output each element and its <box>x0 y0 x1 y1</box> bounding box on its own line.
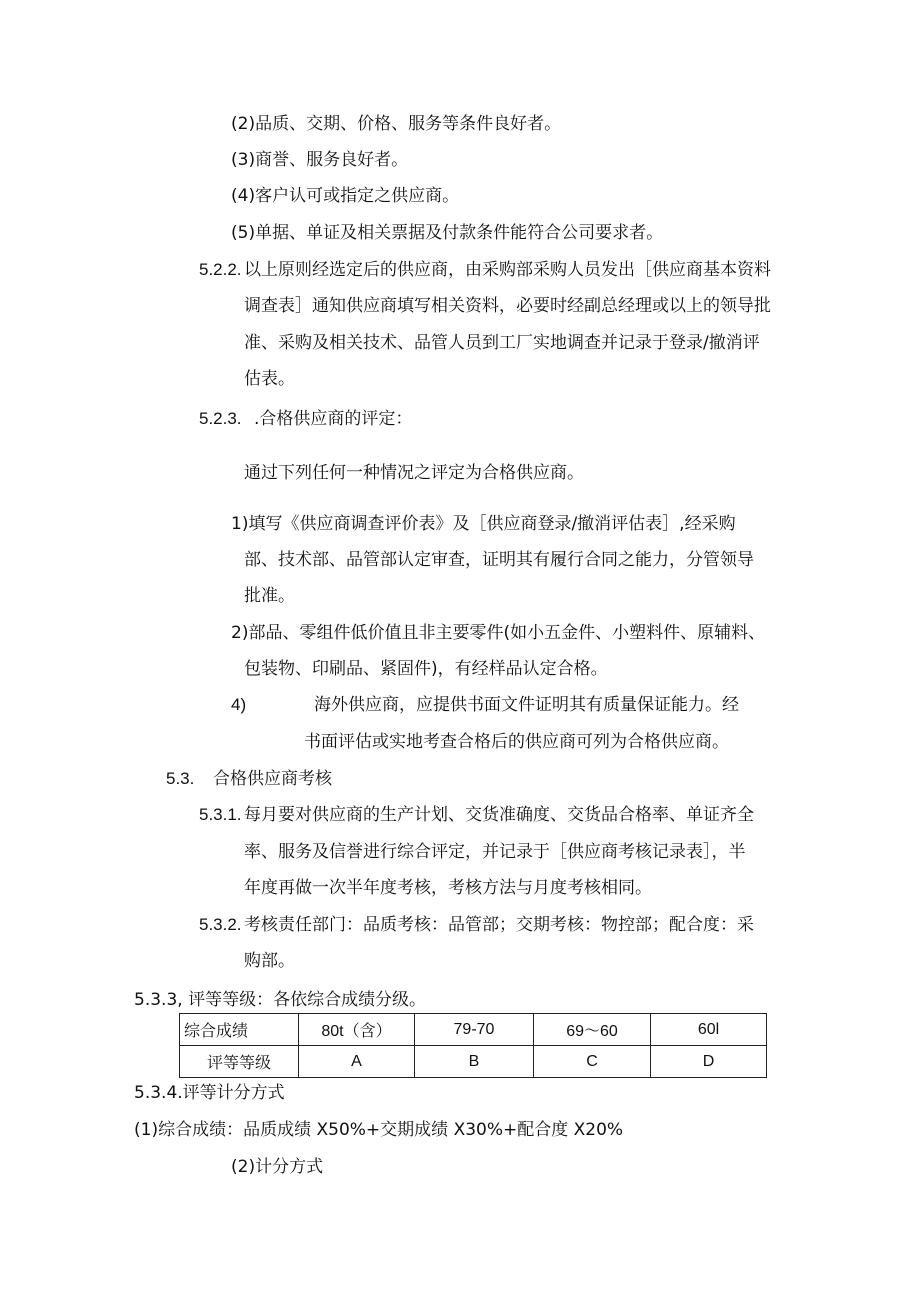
grade-table-header-row <box>180 1014 767 1046</box>
paragraph-5-2-2-line-3: 准、采购及相关技术、品管人员到工厂实地调查并记录于登录/撤消评 <box>244 333 760 353</box>
heading-5-3: 合格供应商考核 <box>213 769 332 789</box>
table-cell: D <box>651 1046 767 1078</box>
table-cell: 综合成绩 <box>180 1014 299 1046</box>
condition-4-line-2: 书面评估或实地考查合格后的供应商可列为合格供应商。 <box>304 732 729 752</box>
table-cell: 79-70 <box>415 1014 534 1046</box>
table-cell: B <box>415 1046 534 1078</box>
table-cell: C <box>534 1046 651 1078</box>
heading-5-2-3: .合格供应商的评定： <box>254 409 413 429</box>
paragraph-5-3-2-line-2: 购部。 <box>244 951 295 971</box>
item-2: (2)品质、交期、价格、服务等条件良好者。 <box>231 114 562 134</box>
condition-4-number: 4) <box>231 695 247 714</box>
table-cell: 评等等级 <box>180 1046 299 1078</box>
grade-table <box>179 1013 767 1078</box>
table-cell: A <box>299 1046 415 1078</box>
paragraph-5-3-1-line-3: 年度再做一次半年度考核，考核方法与月度考核相同。 <box>244 878 652 898</box>
paragraph-5-3-1-line-2: 率、服务及信誉进行综合评定，并记录于［供应商考核记录表］，半 <box>244 842 746 862</box>
table-cell: 60l <box>651 1014 767 1046</box>
condition-2-line-1: 2)部品、零组件低价值且非主要零件(如小五金件、小塑料件、原辅料、 <box>231 623 766 643</box>
item-4: (4)客户认可或指定之供应商。 <box>231 186 460 206</box>
item-5: (5)单据、单证及相关票据及付款条件能符合公司要求者。 <box>231 223 664 243</box>
heading-5-3-3: 5.3.3, 评等等级：各依综合成绩分级。 <box>134 990 427 1010</box>
section-number-5-2-3: 5.2.3. <box>199 409 242 428</box>
condition-1-line-3: 批准。 <box>244 586 295 606</box>
condition-4-line-1: 海外供应商，应提供书面文件证明其有质量保证能力。经 <box>314 695 739 715</box>
condition-1-line-1: 1)填写《供应商调查评价表》及［供应商登录/撤消评估表］,经采购 <box>231 514 736 534</box>
condition-2-line-2: 包装物、印刷品、紧固件)，有经样品认定合格。 <box>244 659 608 679</box>
heading-5-3-4: 5.3.4.评等计分方式 <box>134 1083 285 1103</box>
section-number-5-3-1: 5.3.1. <box>199 805 242 824</box>
paragraph-5-3-2-line-1: 考核责任部门：品质考核：品管部；交期考核：物控部；配合度：采 <box>244 915 754 935</box>
paragraph-5-2-2-line-1: 以上原则经选定后的供应商，由采购部采购人员发出［供应商基本资料 <box>244 260 771 280</box>
paragraph-5-2-2-line-2: 调查表］通知供应商填写相关资料，必要时经副总经理或以上的领导批 <box>244 296 771 316</box>
score-formula: (1)综合成绩：品质成绩 X50%+交期成绩 X30%+配合度 X20% <box>134 1120 624 1140</box>
section-number-5-3-2: 5.3.2. <box>199 915 242 934</box>
item-3: (3)商誉、服务良好者。 <box>231 150 409 170</box>
paragraph-5-2-2-line-4: 估表。 <box>244 369 295 389</box>
section-number-5-3: 5.3. <box>166 769 195 788</box>
table-cell: 69～60 <box>534 1014 651 1046</box>
section-number-5-2-2: 5.2.2. <box>199 260 242 279</box>
intro-qualified: 通过下列任何一种情况之评定为合格供应商。 <box>244 463 584 483</box>
scoring-method: (2)计分方式 <box>231 1157 324 1177</box>
grade-table-grade-row <box>180 1046 767 1078</box>
table-cell: 80t（含） <box>299 1014 415 1046</box>
paragraph-5-3-1-line-1: 每月要对供应商的生产计划、交货准确度、交货品合格率、单证齐全 <box>244 805 754 825</box>
condition-1-line-2: 部、技术部、品管部认定审查，证明其有履行合同之能力，分管领导 <box>244 550 754 570</box>
